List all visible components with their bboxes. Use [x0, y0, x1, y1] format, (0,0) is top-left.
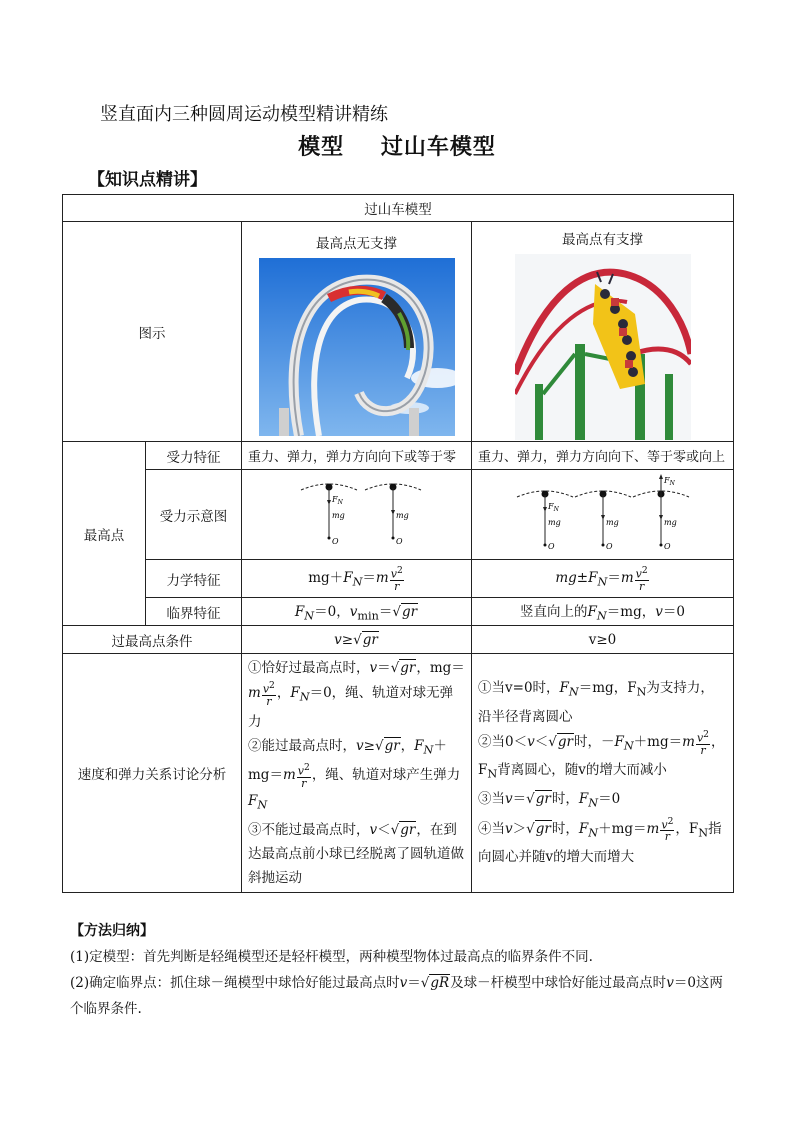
model-name: 过山车模型 [380, 134, 496, 160]
sub-critical-label: 临界特征 [146, 598, 242, 626]
svg-text:O: O [605, 541, 613, 551]
svg-text:mg: mg [395, 510, 409, 520]
diagram-no-support [242, 470, 472, 560]
roller-coaster-loop-image [259, 258, 455, 436]
row-discussion-label: 速度和弹力关系讨论分析 [63, 654, 242, 893]
document-subtitle: 竖直面内三种圆周运动模型精讲精练 [100, 104, 388, 125]
row-condition-label: 过最高点条件 [63, 626, 242, 654]
diagram-support [472, 470, 734, 560]
force-diagram-support [513, 473, 693, 553]
force-no-support: 重力、弹力，弹力方向向下或等于零 [242, 442, 472, 470]
svg-text:mg: mg [547, 517, 561, 527]
svg-text:O: O [547, 541, 555, 551]
model-label: 模型 [298, 134, 345, 160]
diagram-label-fn: $F_N$ [331, 494, 343, 506]
col-no-support-title: 最高点无支撑 [316, 236, 397, 252]
force-support: 重力、弹力，弹力方向向下、等于零或向上 [472, 442, 734, 470]
row-top-label: 最高点 [63, 442, 146, 626]
svg-text:O: O [663, 541, 671, 551]
diagram-label-o: O [331, 536, 339, 546]
svg-text:FN: $F_N$ [663, 475, 675, 487]
method-heading: 【方法归纳】 [70, 923, 154, 939]
sub-force-label: 受力特征 [146, 442, 242, 470]
col-support-title: 最高点有支撑 [562, 232, 643, 248]
method-section [70, 918, 730, 1022]
svg-text:O: O [395, 536, 403, 546]
cell-support [472, 222, 734, 442]
cond-no-support: v≥√gr [242, 626, 472, 654]
page-title [0, 130, 794, 161]
sub-diagram-label: 受力示意图 [146, 470, 242, 560]
discussion-support: ①当v=0时，$F_N=mg$，$F_N$为支持力，沿半径背离圆心 ②当0＜v＜√gr时，$-F_N+mg=m$ $\frac{v^2}{r}$ ，$F_N$背离圆心，随v的增大而减小 ③当v＝√gr时，$F_N=0$ ④当v＞√gr时，$F_N+mg=m$ $\frac{v^2}{r}$ ，$F_N$指向圆心并随v的增大而增大 [472, 654, 734, 893]
method-p1: (1)定模型：首先判断是轻绳模型还是轻杆模型，两种模型物体过最高点的临界条件不同. [70, 949, 593, 965]
mech-support: $mg\pm F_N=m$ $\frac{v^2}{r}$ [472, 560, 734, 598]
svg-text:FN: $F_N$ [547, 501, 559, 513]
method-p2: (2)确定临界点：抓住球－绳模型中球恰好能过最高点时v＝√gR及球－杆模型中球恰好能过最高点时v＝0这两个临界条件. [70, 975, 723, 1017]
knowledge-table [62, 194, 734, 893]
row-figure-label: 图示 [63, 222, 242, 442]
critical-support: 竖直向上的$F_N=mg$，v＝0 [472, 598, 734, 626]
roller-coaster-support-image [515, 254, 691, 440]
diagram-label-mg: mg [331, 510, 345, 520]
section-heading: 【知识点精讲】 [88, 170, 207, 190]
discussion-no-support: ①恰好过最高点时，v＝√gr，mg＝m $\frac{v^2}{r}$ ，$F_N=0$，绳、轨道对球无弹力 ②能过最高点时，v≥√gr，$F_N+mg=m$ $\frac{v^2}{r}$ ，绳、轨道对球产生弹力$F_N$ ③不能过最高点时，v＜√gr，在到达最高点前小球已经脱离了圆轨道做斜抛运动 [242, 654, 472, 893]
cond-support: v≥0 [472, 626, 734, 654]
cell-no-support [242, 222, 472, 442]
table-header: 过山车模型 [63, 195, 734, 222]
critical-no-support: $F_N=0$，$v_{min}=√gr$ [242, 598, 472, 626]
svg-text:mg: mg [605, 517, 619, 527]
force-diagram-no-support [287, 478, 427, 548]
mech-no-support: $mg+F_N=m$ $\frac{v^2}{r}$ [242, 560, 472, 598]
svg-text:mg: mg [663, 517, 677, 527]
sub-mech-label: 力学特征 [146, 560, 242, 598]
